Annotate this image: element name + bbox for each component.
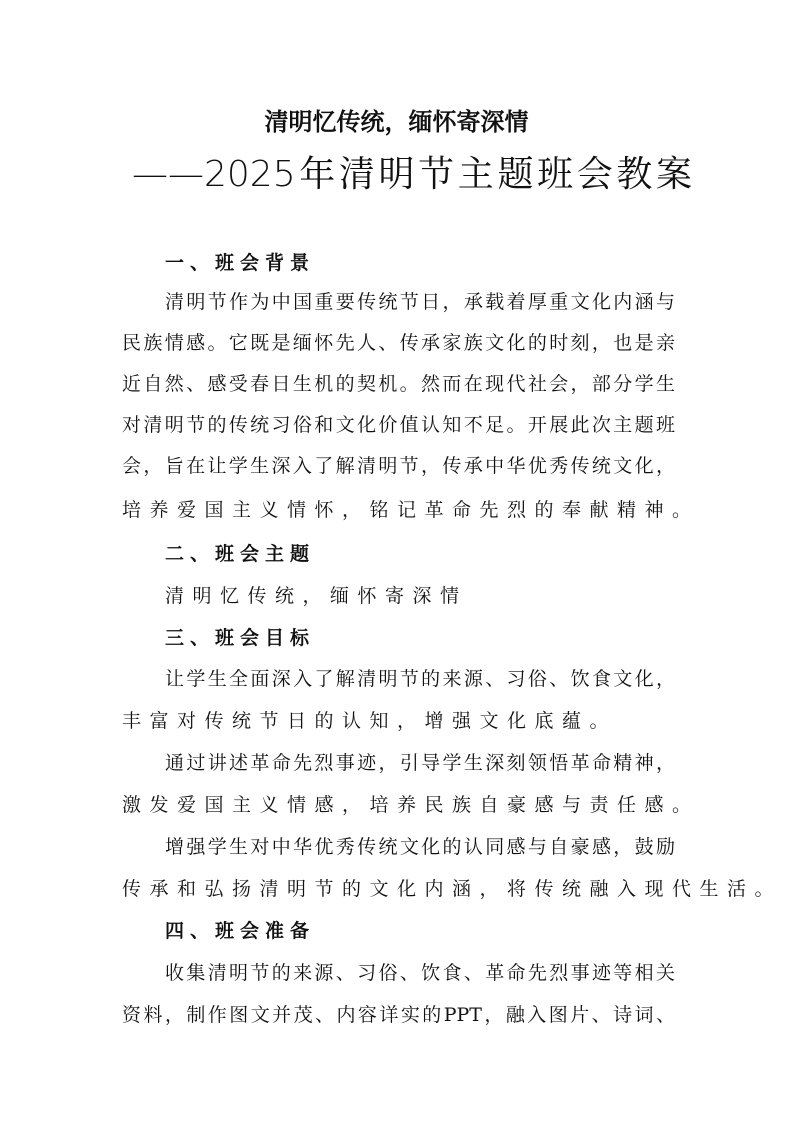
section-heading: 四、班会准备	[165, 920, 316, 942]
paragraph-line: 会，旨在让学生深入了解清明节，传承中华优秀传统文化，	[122, 455, 675, 477]
paragraph-line: 让学生全面深入了解清明节的来源、习俗、饮食文化，	[165, 668, 675, 690]
paragraph-line: 传承和弘扬清明节的文化内涵，将传统融入现代生活。	[122, 878, 783, 900]
document-subtitle: ——2025年清明节主题班会教案	[132, 154, 692, 195]
paragraph-line: 通过讲述革命先烈事迹，引导学生深刻领悟革命精神，	[165, 752, 675, 774]
paragraph-line: 丰富对传统节日的认知，增强文化底蕴。	[122, 710, 618, 732]
paragraph-line: 近自然、感受春日生机的契机。然而在现代社会，部分学生	[122, 373, 675, 395]
paragraph-line: 收集清明节的来源、习俗、饮食、革命先烈事迹等相关	[165, 962, 675, 984]
paragraph-line: 资料，制作图文并茂、内容详实的PPT，融入图片、诗词、	[122, 1004, 675, 1026]
document-title: 清明忆传统，缅怀寄深情	[264, 107, 529, 136]
section-heading: 三、班会目标	[165, 627, 316, 649]
paragraph-line: 清明忆传统，缅怀寄深情	[165, 585, 468, 607]
paragraph-line: 民族情感。它既是缅怀先人、传承家族文化的时刻，也是亲	[122, 332, 675, 354]
section-heading: 一、班会背景	[165, 252, 316, 274]
paragraph-line: 对清明节的传统习俗和文化价值认知不足。开展此次主题班	[122, 414, 675, 436]
section-heading: 二、班会主题	[165, 543, 316, 565]
paragraph-line: 培养爱国主义情怀，铭记革命先烈的奉献精神。	[122, 499, 700, 521]
paragraph-line: 增强学生对中华优秀传统文化的认同感与自豪感，鼓励	[165, 836, 675, 858]
paragraph-line: 激发爱国主义情感，培养民族自豪感与责任感。	[122, 794, 700, 816]
paragraph-line: 清明节作为中国重要传统节日，承载着厚重文化内涵与	[165, 291, 675, 313]
